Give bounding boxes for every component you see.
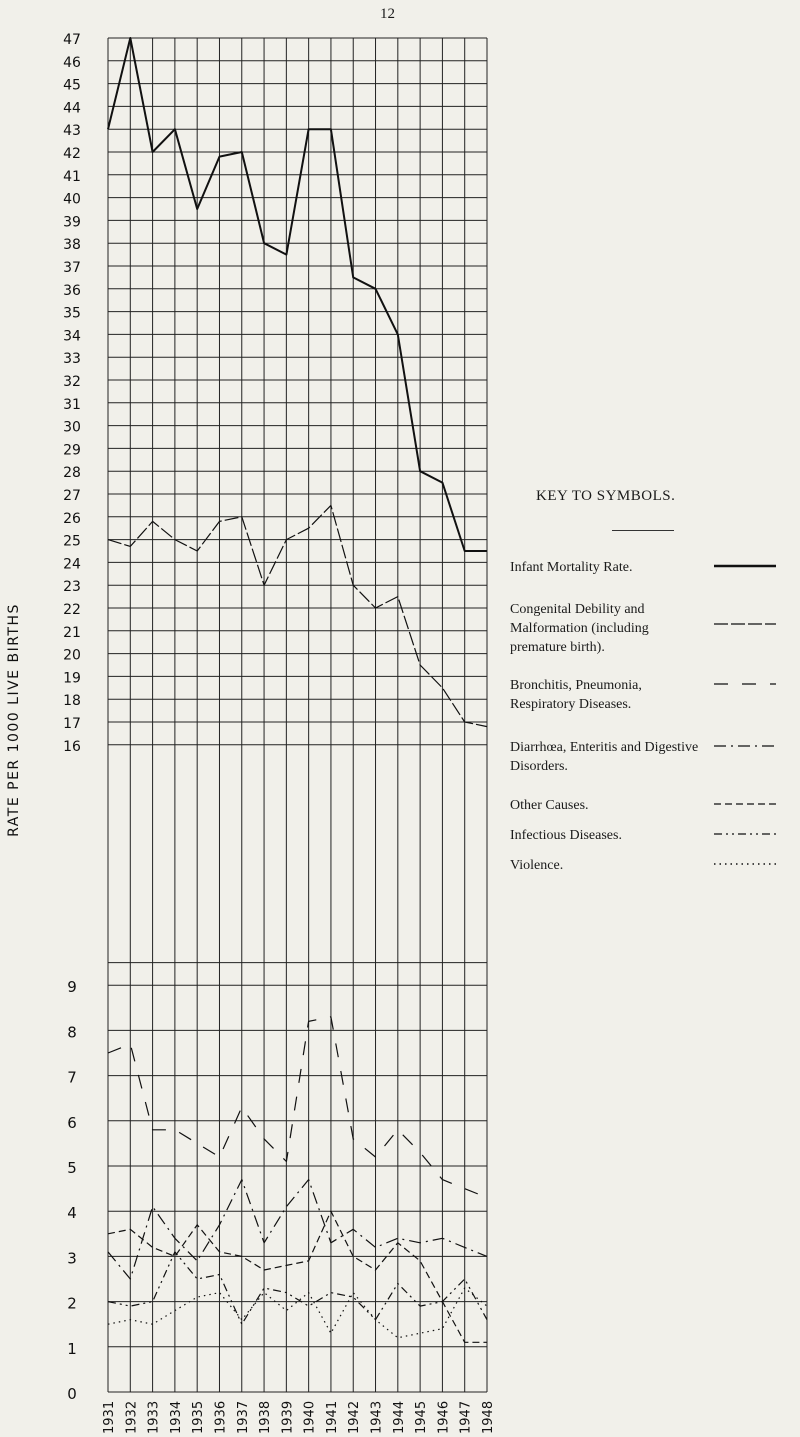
key-label: Infectious Diseases. [510, 828, 622, 843]
y-tick-label: 43 [63, 123, 81, 140]
y-tick-label: 41 [63, 168, 81, 185]
x-tick-label: 1939 [280, 1400, 296, 1434]
y-tick-label: 24 [63, 556, 81, 573]
series-line-congenital-debility-and-malformation [108, 505, 487, 726]
key-item-other-causes [510, 796, 589, 815]
key-title: KEY TO SYMBOLS. [536, 488, 676, 504]
y-tick-label: 22 [63, 602, 81, 618]
y-tick-label: 7 [67, 1068, 77, 1087]
y-tick-label: 16 [63, 738, 81, 755]
y-tick-label: 4 [67, 1204, 77, 1223]
key-sample-infectious [712, 831, 778, 837]
y-tick-label: 36 [63, 282, 81, 299]
y-tick-label: 37 [63, 260, 81, 276]
series-line-violence [108, 1288, 487, 1338]
y-tick-label: 0 [67, 1385, 77, 1403]
key-item-infant-mortality [510, 558, 700, 577]
y-tick-label: 17 [63, 716, 81, 732]
key-label: Bronchitis, Pneumonia, Respiratory Diseases. [510, 678, 642, 712]
y-tick-label: 31 [63, 396, 81, 413]
x-tick-label: 1933 [146, 1400, 162, 1434]
x-tick-label: 1941 [324, 1400, 340, 1434]
x-tick-label: 1944 [391, 1400, 407, 1434]
key-label: Congenital Debility and Malformation (including premature birth). [510, 602, 649, 655]
x-tick-label: 1943 [369, 1400, 385, 1434]
y-tick-label: 30 [63, 419, 81, 436]
key-sample-infant-mortality [712, 563, 778, 569]
y-tick-label: 38 [63, 237, 81, 254]
y-tick-label: 18 [63, 693, 81, 710]
y-tick-label: 29 [63, 442, 81, 459]
y-tick-label: 35 [63, 305, 81, 322]
x-tick-label: 1947 [458, 1400, 474, 1434]
key-label: Other Causes. [510, 798, 589, 813]
key-label: Violence. [510, 858, 564, 873]
series-line-other-causes [108, 1211, 487, 1342]
x-tick-label: 1946 [436, 1400, 452, 1434]
page-number: 12 [380, 6, 395, 22]
key-item-infectious [510, 826, 622, 845]
y-tick-label: 26 [63, 510, 81, 527]
key-item-violence [510, 856, 563, 875]
key-label: Infant Mortality Rate. [510, 560, 633, 575]
x-tick-label: 1934 [168, 1400, 184, 1434]
y-tick-label: 28 [63, 465, 81, 482]
y-tick-label: 34 [63, 328, 81, 345]
y-tick-label: 6 [67, 1113, 77, 1132]
key-item-diarrhoea [510, 738, 700, 776]
x-tick-label: 1936 [213, 1400, 229, 1434]
y-tick-label: 45 [63, 77, 81, 94]
y-axis-label: RATE PER 1000 LIVE BIRTHS [6, 603, 22, 837]
y-tick-label: 20 [63, 647, 81, 664]
y-tick-label: 40 [63, 191, 81, 208]
x-tick-label: 1937 [235, 1400, 251, 1434]
y-tick-label: 1 [67, 1339, 77, 1358]
x-tick-label: 1940 [302, 1400, 318, 1434]
series-line-diarrhoea-enteritis-and-digestive-disorders [108, 1180, 487, 1279]
y-tick-label: 21 [63, 624, 81, 641]
x-tick-label: 1938 [258, 1400, 274, 1434]
y-tick-label: 47 [63, 32, 81, 48]
y-tick-label: 42 [63, 146, 81, 162]
key-sample-bronchitis [712, 681, 778, 687]
y-tick-label: 27 [63, 488, 81, 504]
x-tick-label: 1948 [481, 1400, 496, 1434]
y-tick-label: 39 [63, 214, 81, 231]
x-tick-label: 1942 [347, 1400, 363, 1434]
y-tick-label: 25 [63, 533, 81, 550]
key-item-bronchitis [510, 676, 700, 714]
series-line-bronchitis-pneumonia-respiratory-diseases [108, 1017, 487, 1198]
x-tick-label: 1932 [124, 1400, 140, 1434]
key-label: Diarrhœa, Enteritis and Digestive Disorders. [510, 740, 699, 774]
key-item-congenital [510, 600, 700, 657]
series-line-infant-mortality-rate [108, 38, 487, 551]
y-tick-label: 5 [67, 1159, 77, 1177]
key-sample-congenital [712, 621, 778, 627]
y-tick-label: 8 [67, 1023, 77, 1042]
y-tick-label: 44 [63, 100, 81, 117]
x-tick-label: 1935 [191, 1400, 207, 1434]
y-tick-label: 23 [63, 579, 81, 596]
y-tick-label: 19 [63, 670, 81, 687]
x-tick-label: 1945 [414, 1400, 430, 1434]
y-tick-label: 33 [63, 351, 81, 368]
y-tick-label: 9 [67, 978, 77, 997]
key-title-rule [612, 530, 674, 531]
y-tick-label: 2 [67, 1294, 77, 1313]
x-tick-label: 1931 [102, 1400, 117, 1434]
key-sample-other-causes [712, 801, 778, 807]
y-tick-label: 3 [67, 1249, 77, 1268]
key-sample-diarrhoea [712, 743, 778, 749]
key-sample-violence [712, 861, 778, 867]
y-tick-label: 32 [63, 374, 81, 390]
y-tick-label: 46 [63, 54, 81, 71]
